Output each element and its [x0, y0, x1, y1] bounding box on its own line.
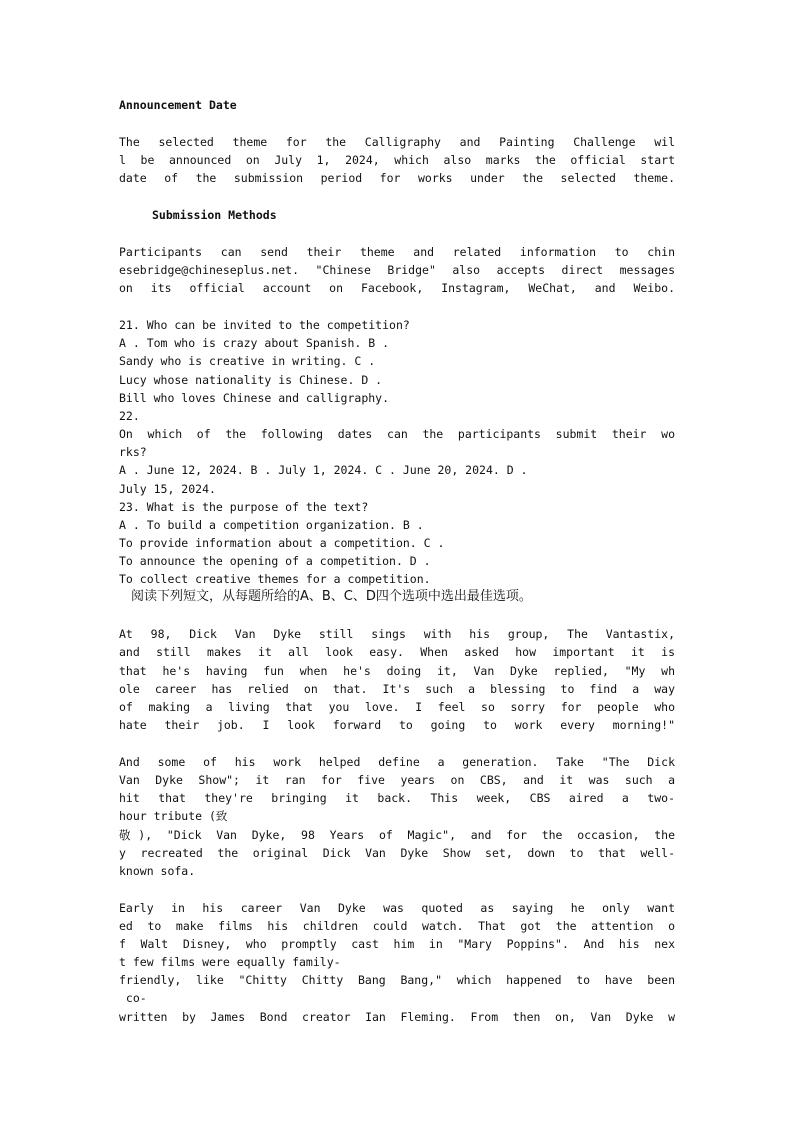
passage-line: ole career has relied on that. It's such a blessing to find a way [119, 682, 675, 696]
option-line: To collect creative themes for a competition. [119, 572, 431, 586]
text-line: on its official account on Facebook, Instagram, WeChat, and Weibo. [119, 281, 675, 295]
question-22: On which of the following dates can the participants submit their wo [119, 427, 675, 441]
question-22-number: 22. [119, 409, 140, 423]
passage-line: hate their job. I look forward to going to work every morning!" [119, 718, 675, 732]
passage-line: known sofa. [119, 864, 196, 878]
option-line: A . Tom who is crazy about Spanish. B . [119, 336, 390, 350]
option-line: A . June 12, 2024. B . July 1, 2024. C . June 20, 2024. D . [119, 463, 528, 477]
text-line: Participants can send their theme and related information to chin [119, 245, 675, 259]
passage-line: Van Dyke Show"; it ran for five years on CBS, and it was such a [119, 773, 675, 787]
text-line: The selected theme for the Calligraphy and Painting Challenge wil [119, 135, 675, 149]
option-line: Sandy who is creative in writing. C . [119, 354, 376, 368]
passage-line: t few films were equally family- [119, 955, 341, 969]
passage-line: and still makes it all look easy. When asked how important it is [119, 645, 675, 659]
passage-line: hour tribute (致 [119, 809, 228, 823]
text-line: esebridge@chineseplus.net. "Chinese Bridge" also accepts direct messages [119, 263, 675, 277]
option-line: July 15, 2024. [119, 482, 216, 496]
passage-line: f Walt Disney, who promptly cast him in "Mary Poppins". And his nex [119, 937, 675, 951]
passage-line: y recreated the original Dick Van Dyke Show set, down to that well- [119, 846, 675, 860]
passage-line: hit that they're bringing it back. This week, CBS aired a two- [119, 791, 675, 805]
text-line: date of the submission period for works under the selected theme. [119, 171, 675, 185]
option-line: To provide information about a competition. C . [119, 536, 445, 550]
passage-line: written by James Bond creator Ian Fleming. From then on, Van Dyke w [119, 1010, 675, 1024]
passage-line: that he's having fun when he's doing it, Van Dyke replied, "My wh [119, 664, 675, 678]
passage-line: 敬), "Dick Van Dyke, 98 Years of Magic", and for the occasion, the [119, 828, 675, 842]
heading-announcement-date: Announcement Date [119, 98, 237, 112]
option-line: Bill who loves Chinese and calligraphy. [119, 391, 390, 405]
option-line: To announce the opening of a competition. D . [119, 554, 431, 568]
option-line: Lucy whose nationality is Chinese. D . [119, 373, 383, 387]
reading-instruction: 阅读下列短文，从每题所给的A、B、C、D四个选项中选出最佳选项。 [131, 589, 532, 604]
question-23: 23. What is the purpose of the text? [119, 500, 369, 514]
text-line: l be announced on July 1, 2024, which also marks the official start [119, 153, 675, 167]
passage-line: friendly, like "Chitty Chitty Bang Bang," which happened to have been [119, 973, 675, 987]
option-line: A . To build a competition organization. B . [119, 518, 424, 532]
passage-line: ed to make films his children could watch. That got the attention o [119, 919, 675, 933]
passage-line: co- [119, 991, 147, 1005]
passage-line: of making a living that you love. I feel so sorry for people who [119, 700, 675, 714]
question-21: 21. Who can be invited to the competition? [119, 318, 410, 332]
question-22-cont: rks? [119, 445, 147, 459]
passage-line: And some of his work helped define a generation. Take "The Dick [119, 755, 675, 769]
passage-line: At 98, Dick Van Dyke still sings with his group, The Vantastix, [119, 627, 675, 641]
passage-line: Early in his career Van Dyke was quoted as saying he only want [119, 901, 675, 915]
heading-submission-methods: Submission Methods [152, 208, 277, 222]
